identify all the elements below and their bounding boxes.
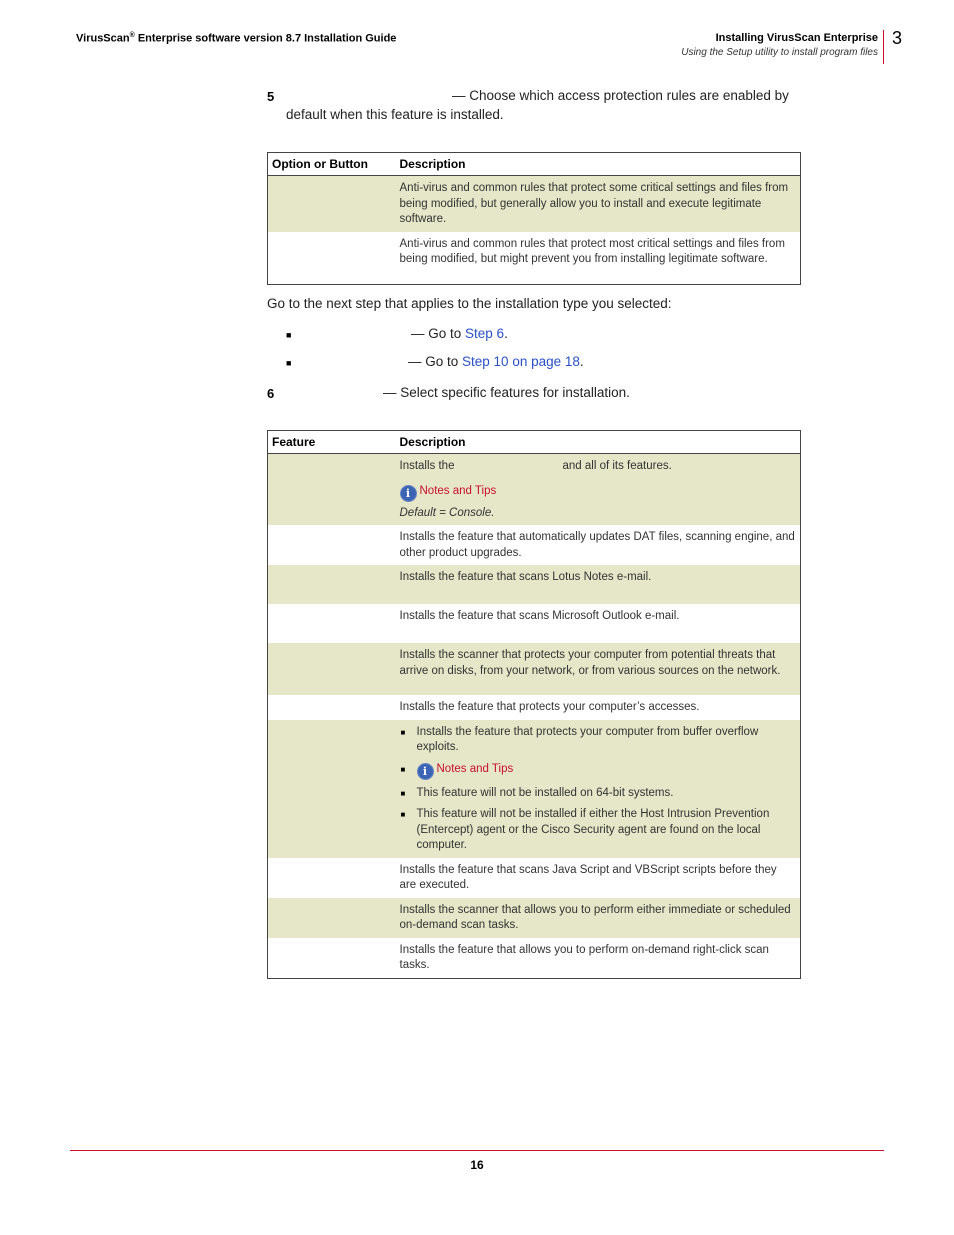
step-5-number: 5 (267, 89, 275, 104)
table-row (268, 858, 801, 898)
row-description: Installs the feature that protects your computer’s accesses. (399, 701, 700, 713)
row-description: Installs the feature that allows you to perform on-demand right-click scan tasks. (399, 943, 769, 971)
section-heading (681, 32, 878, 58)
step-6-text: — Select specific features for installation. (383, 385, 630, 400)
row-description: Installs the feature that automatically updates DAT files, scanning engine, and other product upgrades. (399, 531, 795, 559)
default-note: Default = Console. (399, 506, 495, 519)
table-row (268, 525, 801, 565)
notes-and-tips-link[interactable]: Notes and Tips (436, 762, 514, 775)
row-description: Anti-virus and common rules that protect some critical settings and files from being modified, but generally allow you to install and execute legitimate software. (396, 176, 801, 232)
document-title: VirusScan® Enterprise software version 8.7 Installation Guide (76, 32, 397, 45)
table-row (268, 938, 801, 979)
features-table (267, 430, 801, 979)
list-item: ■ This feature will not be installed on 64-bit systems. (400, 786, 797, 802)
header-divider (883, 30, 884, 64)
list-item: ■ Installs the feature that protects your computer from buffer overflow exploits. (400, 725, 797, 756)
table-row (268, 565, 801, 604)
column-header-description: Description (396, 431, 801, 454)
step-10-link[interactable]: Step 10 on page 18 (462, 354, 580, 369)
column-header-description: Description (396, 153, 801, 176)
bullet-icon: ■ (286, 330, 292, 340)
page-number: 16 (470, 1158, 484, 1172)
section-title: Installing VirusScan Enterprise (715, 32, 878, 44)
row-description: Installs the feature that scans Microsoft Outlook e-mail. (399, 610, 680, 622)
row-description: Installs the feature that scans Java Script and VBScript scripts before they are executed. (399, 863, 777, 891)
step-5-text-line1: — Choose which access protection rules are enabled by (452, 88, 789, 103)
table-row (268, 604, 801, 643)
step-6-number: 6 (267, 386, 275, 401)
step-5-text-line2: default when this feature is installed. (286, 107, 504, 122)
bullet-icon: ■ (286, 358, 292, 368)
row-description: Anti-virus and common rules that protect most critical settings and files from being modified, but might prevent you from installing legitimate software. (399, 237, 785, 265)
column-header-option: Option or Button (268, 153, 396, 176)
table-row (268, 695, 801, 720)
access-protection-table (267, 152, 801, 285)
table-row (268, 720, 801, 858)
row-description: Installs the and all of its features. i Notes and Tips Default = Console. (396, 454, 801, 526)
table-row (268, 176, 801, 232)
notes-and-tips-link[interactable]: Notes and Tips (419, 484, 497, 497)
row-description: Installs the scanner that protects your computer from potential threats that arrive on disks, from your network, or from various sources on the network. (396, 643, 801, 695)
goto-item-2: — Go to Step 10 on page 18. (408, 354, 584, 369)
table-row (268, 643, 801, 695)
goto-intro: Go to the next step that applies to the installation type you selected: (267, 296, 672, 311)
section-subtitle: Using the Setup utility to install program files (681, 47, 878, 58)
table-row (268, 898, 801, 938)
step-6-link[interactable]: Step 6 (465, 326, 505, 341)
footer-divider (70, 1150, 884, 1151)
info-icon: i (417, 763, 434, 780)
column-header-feature: Feature (268, 431, 396, 454)
info-icon: i (400, 485, 417, 502)
chapter-number: 3 (892, 28, 903, 48)
goto-item-1: — Go to Step 6. (411, 326, 508, 341)
list-item (400, 762, 797, 780)
list-item: ■ This feature will not be installed if either the Host Intrusion Prevention (Entercept) agent or the Cisco Security agent are found on the local computer. (400, 807, 797, 854)
table-row (268, 232, 801, 285)
table-row (268, 454, 801, 526)
row-description: Installs the scanner that allows you to perform either immediate or scheduled on-demand scan tasks. (396, 898, 801, 938)
row-description (396, 720, 801, 858)
row-description: Installs the feature that scans Lotus Notes e-mail. (396, 565, 801, 604)
